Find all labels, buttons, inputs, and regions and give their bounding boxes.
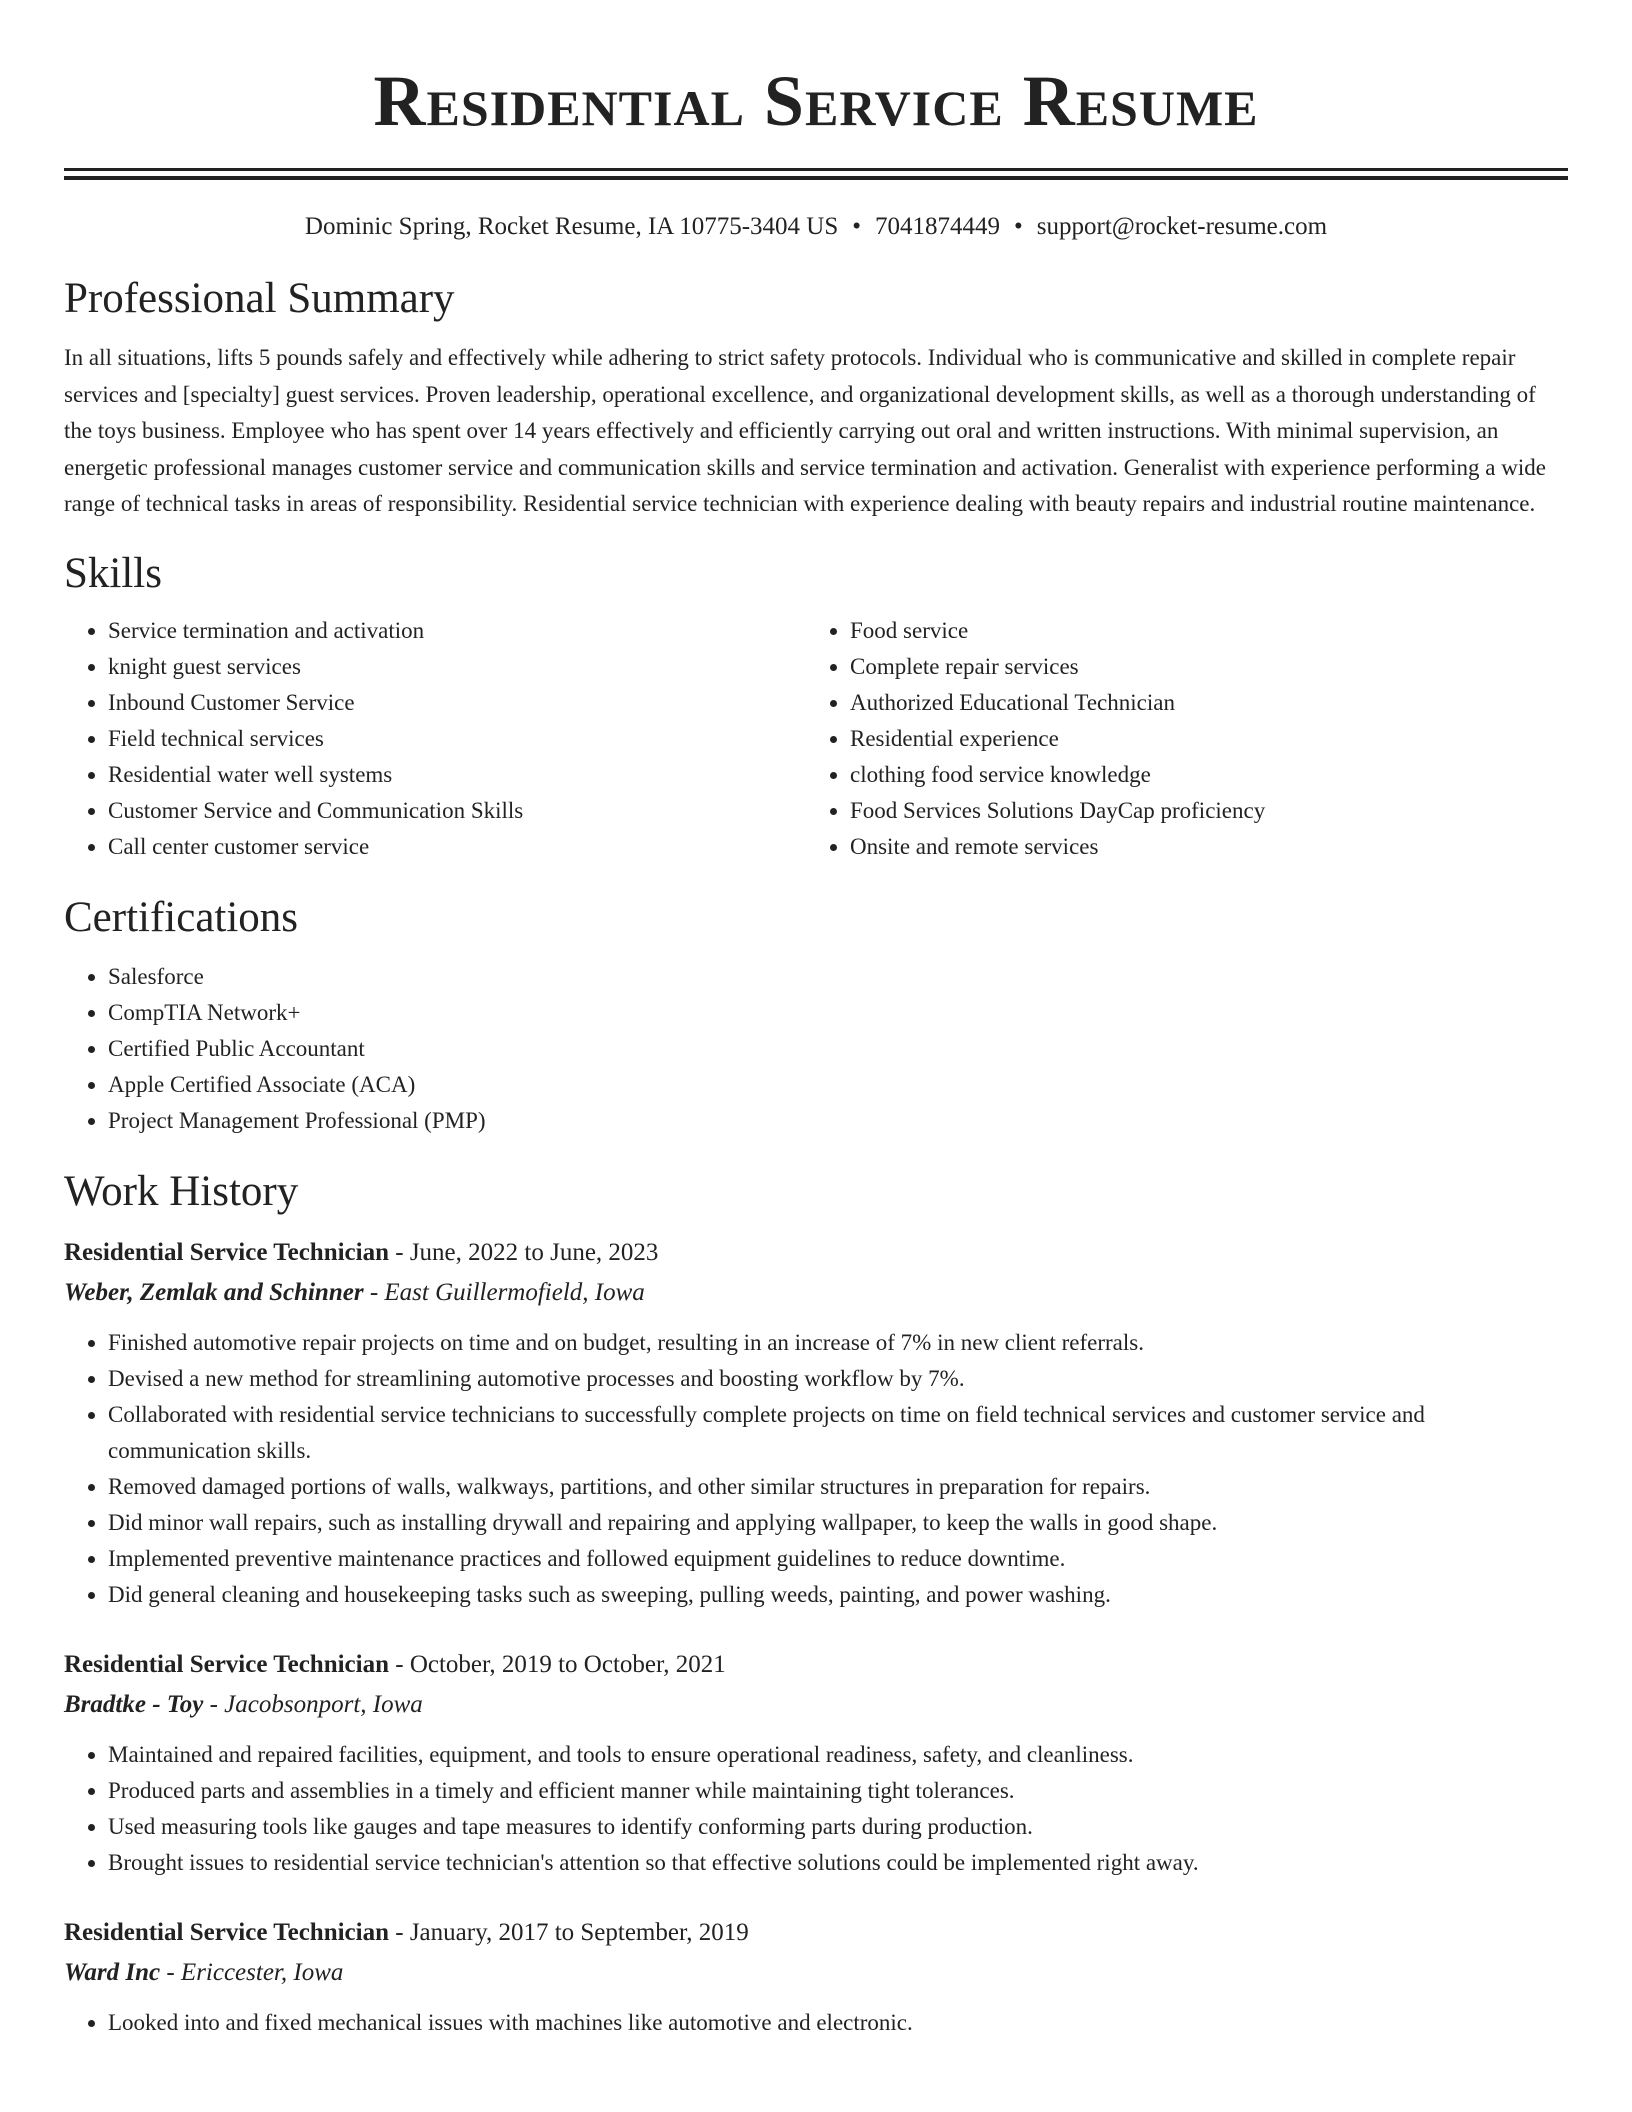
resume-title: Residential Service Resume (373, 61, 1259, 141)
work-history-heading: Work History (64, 1167, 299, 1215)
certification-item: • CompTIA Network+ (108, 995, 1568, 1031)
job-bullet: • Collaborated with residential service technicians to successfully complete projects on time on field technical services and customer service and communication skills. (108, 1397, 1568, 1469)
certification-item: • Salesforce (108, 959, 1568, 995)
skill-item: • clothing food service knowledge (850, 757, 1548, 793)
job-entry (64, 1645, 1568, 1881)
certification-item: • Certified Public Accountant (108, 1031, 1568, 1067)
job-bullets (64, 1325, 1568, 1613)
job-company: Ward Inc (64, 1958, 161, 1986)
contact-line (64, 210, 1568, 244)
job-bullet: • Looked into and fixed mechanical issues with machines like automotive and electronic. (108, 2005, 1568, 2041)
job-title-line (64, 1645, 1568, 1685)
skill-item: • Onsite and remote services (850, 829, 1548, 865)
skill-item: • Residential water well systems (108, 757, 806, 793)
job-entry (64, 1233, 1568, 1613)
title-double-rule (64, 168, 1568, 180)
skill-item: • knight guest services (108, 649, 806, 685)
job-location: - East Guillermofield, Iowa (363, 1278, 645, 1306)
job-company-line (64, 1953, 1568, 1993)
job-bullet: • Did minor wall repairs, such as installing drywall and repairing and applying wallpaper, to keep the walls in good shape. (108, 1505, 1568, 1541)
job-title-line (64, 1233, 1568, 1273)
skill-item: • Customer Service and Communication Skills (108, 793, 806, 829)
skill-item: • Food service (850, 613, 1548, 649)
job-bullet: • Removed damaged portions of walls, walkways, partitions, and other similar structures in preparation for repairs. (108, 1469, 1568, 1505)
contact-separator: • (852, 213, 861, 240)
job-dates: - January, 2017 to September, 2019 (389, 1918, 749, 1946)
certification-item: • Apple Certified Associate (ACA) (108, 1067, 1568, 1103)
skill-item: • Residential experience (850, 721, 1548, 757)
resume-page (64, 0, 1568, 2041)
skill-item: • Complete repair services (850, 649, 1548, 685)
job-title-line (64, 1913, 1568, 1953)
job-bullet: • Finished automotive repair projects on time and on budget, resulting in an increase of 7% in new client referrals. (108, 1325, 1568, 1361)
contact-email: support@rocket-resume.com (1036, 213, 1328, 240)
skills-list-left (64, 613, 806, 865)
job-dates: - June, 2022 to June, 2023 (389, 1238, 659, 1266)
certification-item: • Project Management Professional (PMP) (108, 1103, 1568, 1139)
summary-heading: Professional Summary (64, 275, 455, 322)
skill-item: • Call center customer service (108, 829, 806, 865)
job-bullets (64, 1737, 1568, 1881)
job-company-line (64, 1273, 1568, 1313)
job-entry (64, 1913, 1568, 2041)
skill-item: • Food Services Solutions DayCap proficiency (850, 793, 1548, 829)
work-history-list (64, 1233, 1568, 2041)
job-bullet: • Devised a new method for streamlining automotive processes and boosting workflow by 7%. (108, 1361, 1568, 1397)
job-location: - Ericcester, Iowa (160, 1958, 344, 1986)
certifications-list (64, 959, 1568, 1139)
skill-item: • Field technical services (108, 721, 806, 757)
skill-item: • Authorized Educational Technician (850, 685, 1548, 721)
skill-item: • Inbound Customer Service (108, 685, 806, 721)
skill-item: • Service termination and activation (108, 613, 806, 649)
contact-separator: • (1014, 213, 1023, 240)
job-role: Residential Service Technician (64, 1650, 389, 1678)
skills-heading: Skills (64, 549, 162, 597)
job-bullet: • Implemented preventive maintenance practices and followed equipment guidelines to reduce downtime. (108, 1541, 1568, 1577)
job-company: Bradtke - Toy (64, 1690, 204, 1718)
skills-columns (64, 613, 1568, 865)
job-bullet: • Maintained and repaired facilities, equipment, and tools to ensure operational readiness, safety, and cleanliness. (108, 1737, 1568, 1773)
job-location: - Jacobsonport, Iowa (203, 1690, 423, 1718)
job-company: Weber, Zemlak and Schinner (64, 1278, 364, 1306)
summary-text: In all situations, lifts 5 pounds safely and effectively while adhering to strict safety protocols. Individual who is communicative and skilled in complete repair services and [specialty] guest services. Proven leadership, operational excellence, and organizational development skills, as well as a thorough understanding of the toys business. Employee who has spent over 14 years effectively and efficiently carrying out oral and written instructions. With minimal supervision, an energetic professional manages customer service and communication skills and service termination and activation. Generalist with experience performing a wide range of technical tasks in areas of responsibility. Residential service technician with experience dealing with beauty repairs and industrial routine maintenance. (64, 345, 1546, 517)
contact-address: Dominic Spring, Rocket Resume, IA 10775-3404 US (304, 213, 839, 240)
job-company-line (64, 1685, 1568, 1725)
job-role: Residential Service Technician (64, 1918, 389, 1946)
job-bullet: • Used measuring tools like gauges and tape measures to identify conforming parts during production. (108, 1809, 1568, 1845)
contact-phone: 7041874449 (875, 213, 1000, 240)
job-bullets (64, 2005, 1568, 2041)
job-bullet: • Produced parts and assemblies in a timely and efficient manner while maintaining tight tolerances. (108, 1773, 1568, 1809)
job-bullet: • Brought issues to residential service technician's attention so that effective solutions could be implemented right away. (108, 1845, 1568, 1881)
job-dates: - October, 2019 to October, 2021 (389, 1650, 726, 1678)
skills-list-right (806, 613, 1548, 865)
certifications-heading: Certifications (64, 893, 299, 941)
job-bullet: • Did general cleaning and housekeeping tasks such as sweeping, pulling weeds, painting, and power washing. (108, 1577, 1568, 1613)
job-role: Residential Service Technician (64, 1238, 389, 1266)
